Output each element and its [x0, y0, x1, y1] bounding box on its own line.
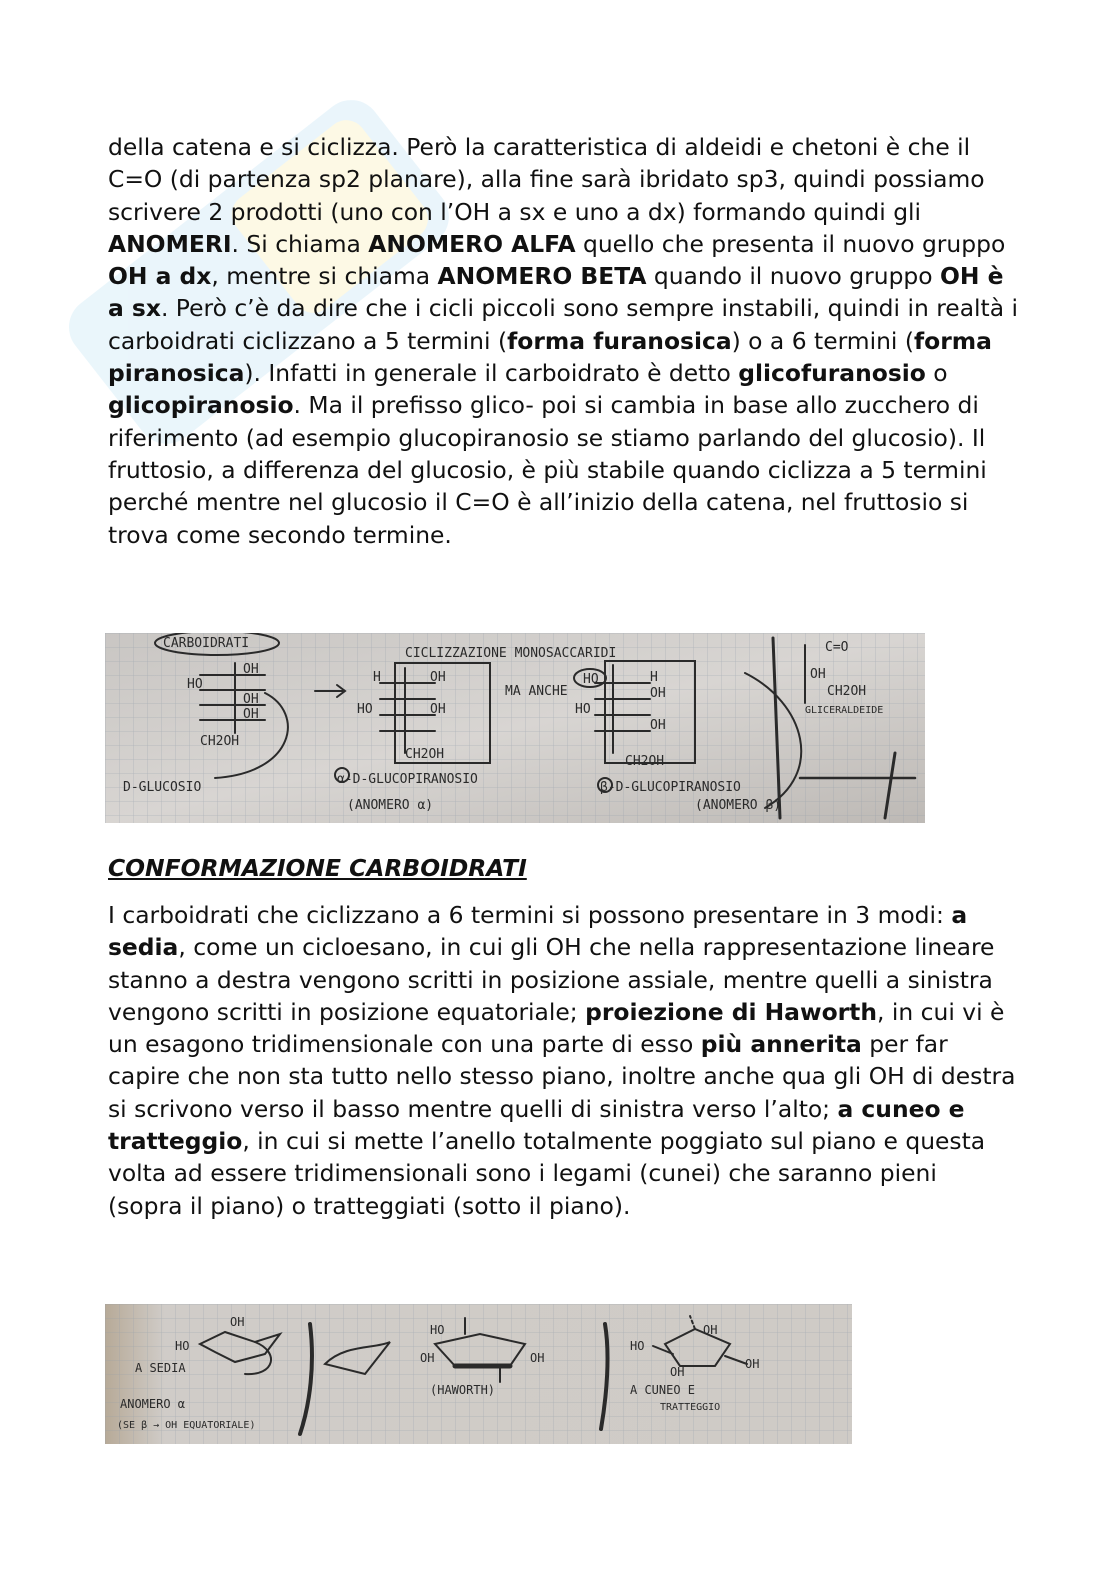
- text-run: quando il nuovo gruppo: [646, 262, 941, 291]
- group-label: HO: [630, 1339, 645, 1353]
- group-label: OH: [420, 1351, 435, 1365]
- group-label: OH: [810, 667, 826, 682]
- text-run: . Ma il prefisso glico- poi si cambia in base allo zucchero di riferimento (ad esempio glucopiranosio se stiamo parlando del glucosio). Il fruttosio, a differenza del glucosio, è più stabile quando ciclizza a 5 termini perché mentre nel glucosio il C=O è all’inizio della catena, nel fruttosio si trova come secondo termine.: [108, 391, 987, 549]
- group-label: H: [373, 670, 381, 685]
- group-label: HO: [357, 702, 373, 717]
- group-label: CH2OH: [625, 754, 665, 769]
- bold-term: più annerita: [700, 1030, 862, 1059]
- text-run: ). Infatti in generale il carboidrato è detto: [244, 359, 739, 388]
- group-label: C=O: [825, 640, 849, 655]
- group-label: HO: [583, 672, 599, 687]
- label-ciclizzazione-title: CICLIZZAZIONE MONOSACCARIDI: [405, 646, 617, 661]
- group-label: OH: [243, 707, 259, 722]
- text-run: della catena e si ciclizza. Però la caratteristica di aldeidi e chetoni è che il C=O (di partenza sp2 planare), alla fine sarà ibridato sp3, quindi possiamo scrivere 2 prodotti (uno con l’OH a sx e uno a dx) formando quindi gli: [108, 133, 985, 226]
- handwritten-notes-photo-conformation: [105, 1304, 852, 1444]
- group-label: OH: [430, 670, 446, 685]
- label-nota-equatoriale: (SE β → OH EQUATORIALE): [117, 1420, 256, 1431]
- text-run: per far capire che non sta tutto nello stesso piano, inoltre anche qua gli OH di destra si scrivono verso il basso mentre quelli di sinistra verso l’alto;: [108, 1030, 1016, 1123]
- group-label: HO: [430, 1323, 445, 1337]
- text-run: , mentre si chiama: [211, 262, 438, 291]
- label-beta-glucopiranosio: β-D-GLUCOPIRANOSIO: [600, 780, 741, 795]
- text-run: . Però c’è da dire che i cicli piccoli sono sempre instabili, quindi in realtà i carboidrati ciclizzano a 5 termini (: [108, 294, 1018, 355]
- bold-term: a sedia: [108, 901, 968, 962]
- bold-term: OH è a sx: [108, 262, 1004, 323]
- label-anomero-beta: (ANOMERO β): [695, 798, 782, 813]
- bold-term: glicopiranosio: [108, 391, 294, 420]
- group-label: CH2OH: [200, 734, 240, 749]
- bold-term: ANOMERO BETA: [437, 262, 647, 291]
- text-run: , in cui si mette l’anello totalmente poggiato sul piano e questa volta ad essere tridimensionali sono i legami (cunei) che saranno pieni (sopra il piano) o tratteggiati (sotto il piano).: [108, 1127, 986, 1220]
- group-label: HO: [575, 702, 591, 717]
- text-run: . Si chiama: [231, 229, 369, 258]
- group-label: OH: [243, 662, 259, 677]
- bold-term: forma piranosica: [108, 326, 992, 388]
- group-label: OH: [530, 1351, 545, 1365]
- label-a-cuneo: A CUNEO E: [630, 1383, 696, 1397]
- bold-term: ANOMERI: [108, 229, 232, 258]
- label-d-glucosio: D-GLUCOSIO: [123, 780, 202, 795]
- bold-term: glicofuranosio: [738, 359, 926, 388]
- paragraph-conformazione: [108, 899, 1018, 1222]
- text-run: ) o a 6 termini (: [731, 326, 914, 355]
- bold-term: OH a dx: [108, 262, 212, 291]
- label-carboidrati: CARBOIDRATI: [163, 636, 250, 651]
- label-anomero-alfa: (ANOMERO α): [347, 798, 434, 813]
- group-label: CH2OH: [405, 747, 445, 762]
- label-gliceraldeide: GLICERALDEIDE: [805, 705, 884, 716]
- label-alfa-glucopiranosio: α-D-GLUCOPIRANOSIO: [337, 772, 478, 787]
- paragraph-anomeri: [108, 131, 1018, 551]
- group-label: OH: [650, 686, 666, 701]
- group-label: OH: [745, 1357, 760, 1371]
- group-label: OH: [650, 718, 666, 733]
- text-run: o: [925, 359, 948, 388]
- group-label: OH: [243, 692, 259, 707]
- group-label: OH: [703, 1323, 718, 1337]
- handwritten-notes-photo-cyclization: [105, 633, 925, 823]
- section-heading: CONFORMAZIONE CARBOIDRATI: [108, 854, 527, 882]
- label-ma-anche: MA ANCHE: [505, 684, 568, 699]
- group-label: OH: [230, 1315, 245, 1329]
- group-label: HO: [187, 677, 203, 692]
- text-run: I carboidrati che ciclizzano a 6 termini si possono presentare in 3 modi:: [108, 901, 952, 929]
- text-run: , in cui vi è un esagono tridimensionale con una parte di esso: [108, 997, 1005, 1059]
- bold-term: proiezione di Haworth: [585, 997, 878, 1026]
- group-label: OH: [430, 702, 446, 717]
- bold-term: a cuneo e tratteggio: [108, 1094, 965, 1156]
- text-run: quello che presenta il nuovo gruppo: [575, 229, 1006, 258]
- group-label: H: [650, 670, 658, 685]
- label-anomero-alfa-2: ANOMERO α: [120, 1397, 186, 1411]
- label-a-sedia: A SEDIA: [135, 1361, 186, 1375]
- bold-term: forma furanosica: [507, 326, 732, 355]
- group-label: OH: [670, 1365, 685, 1379]
- bold-term: ANOMERO ALFA: [368, 229, 576, 258]
- text-run: , come un cicloesano, in cui gli OH che nella rappresentazione lineare stanno a destra vengono scritti in posizione assiale, mentre quelli a sinistra vengono scritti in posizione equatoriale;: [108, 933, 995, 1026]
- group-label: CH2OH: [827, 684, 867, 699]
- group-label: HO: [175, 1339, 190, 1353]
- label-tratteggio: TRATTEGGIO: [660, 1402, 721, 1413]
- label-haworth: (HAWORTH): [430, 1383, 496, 1397]
